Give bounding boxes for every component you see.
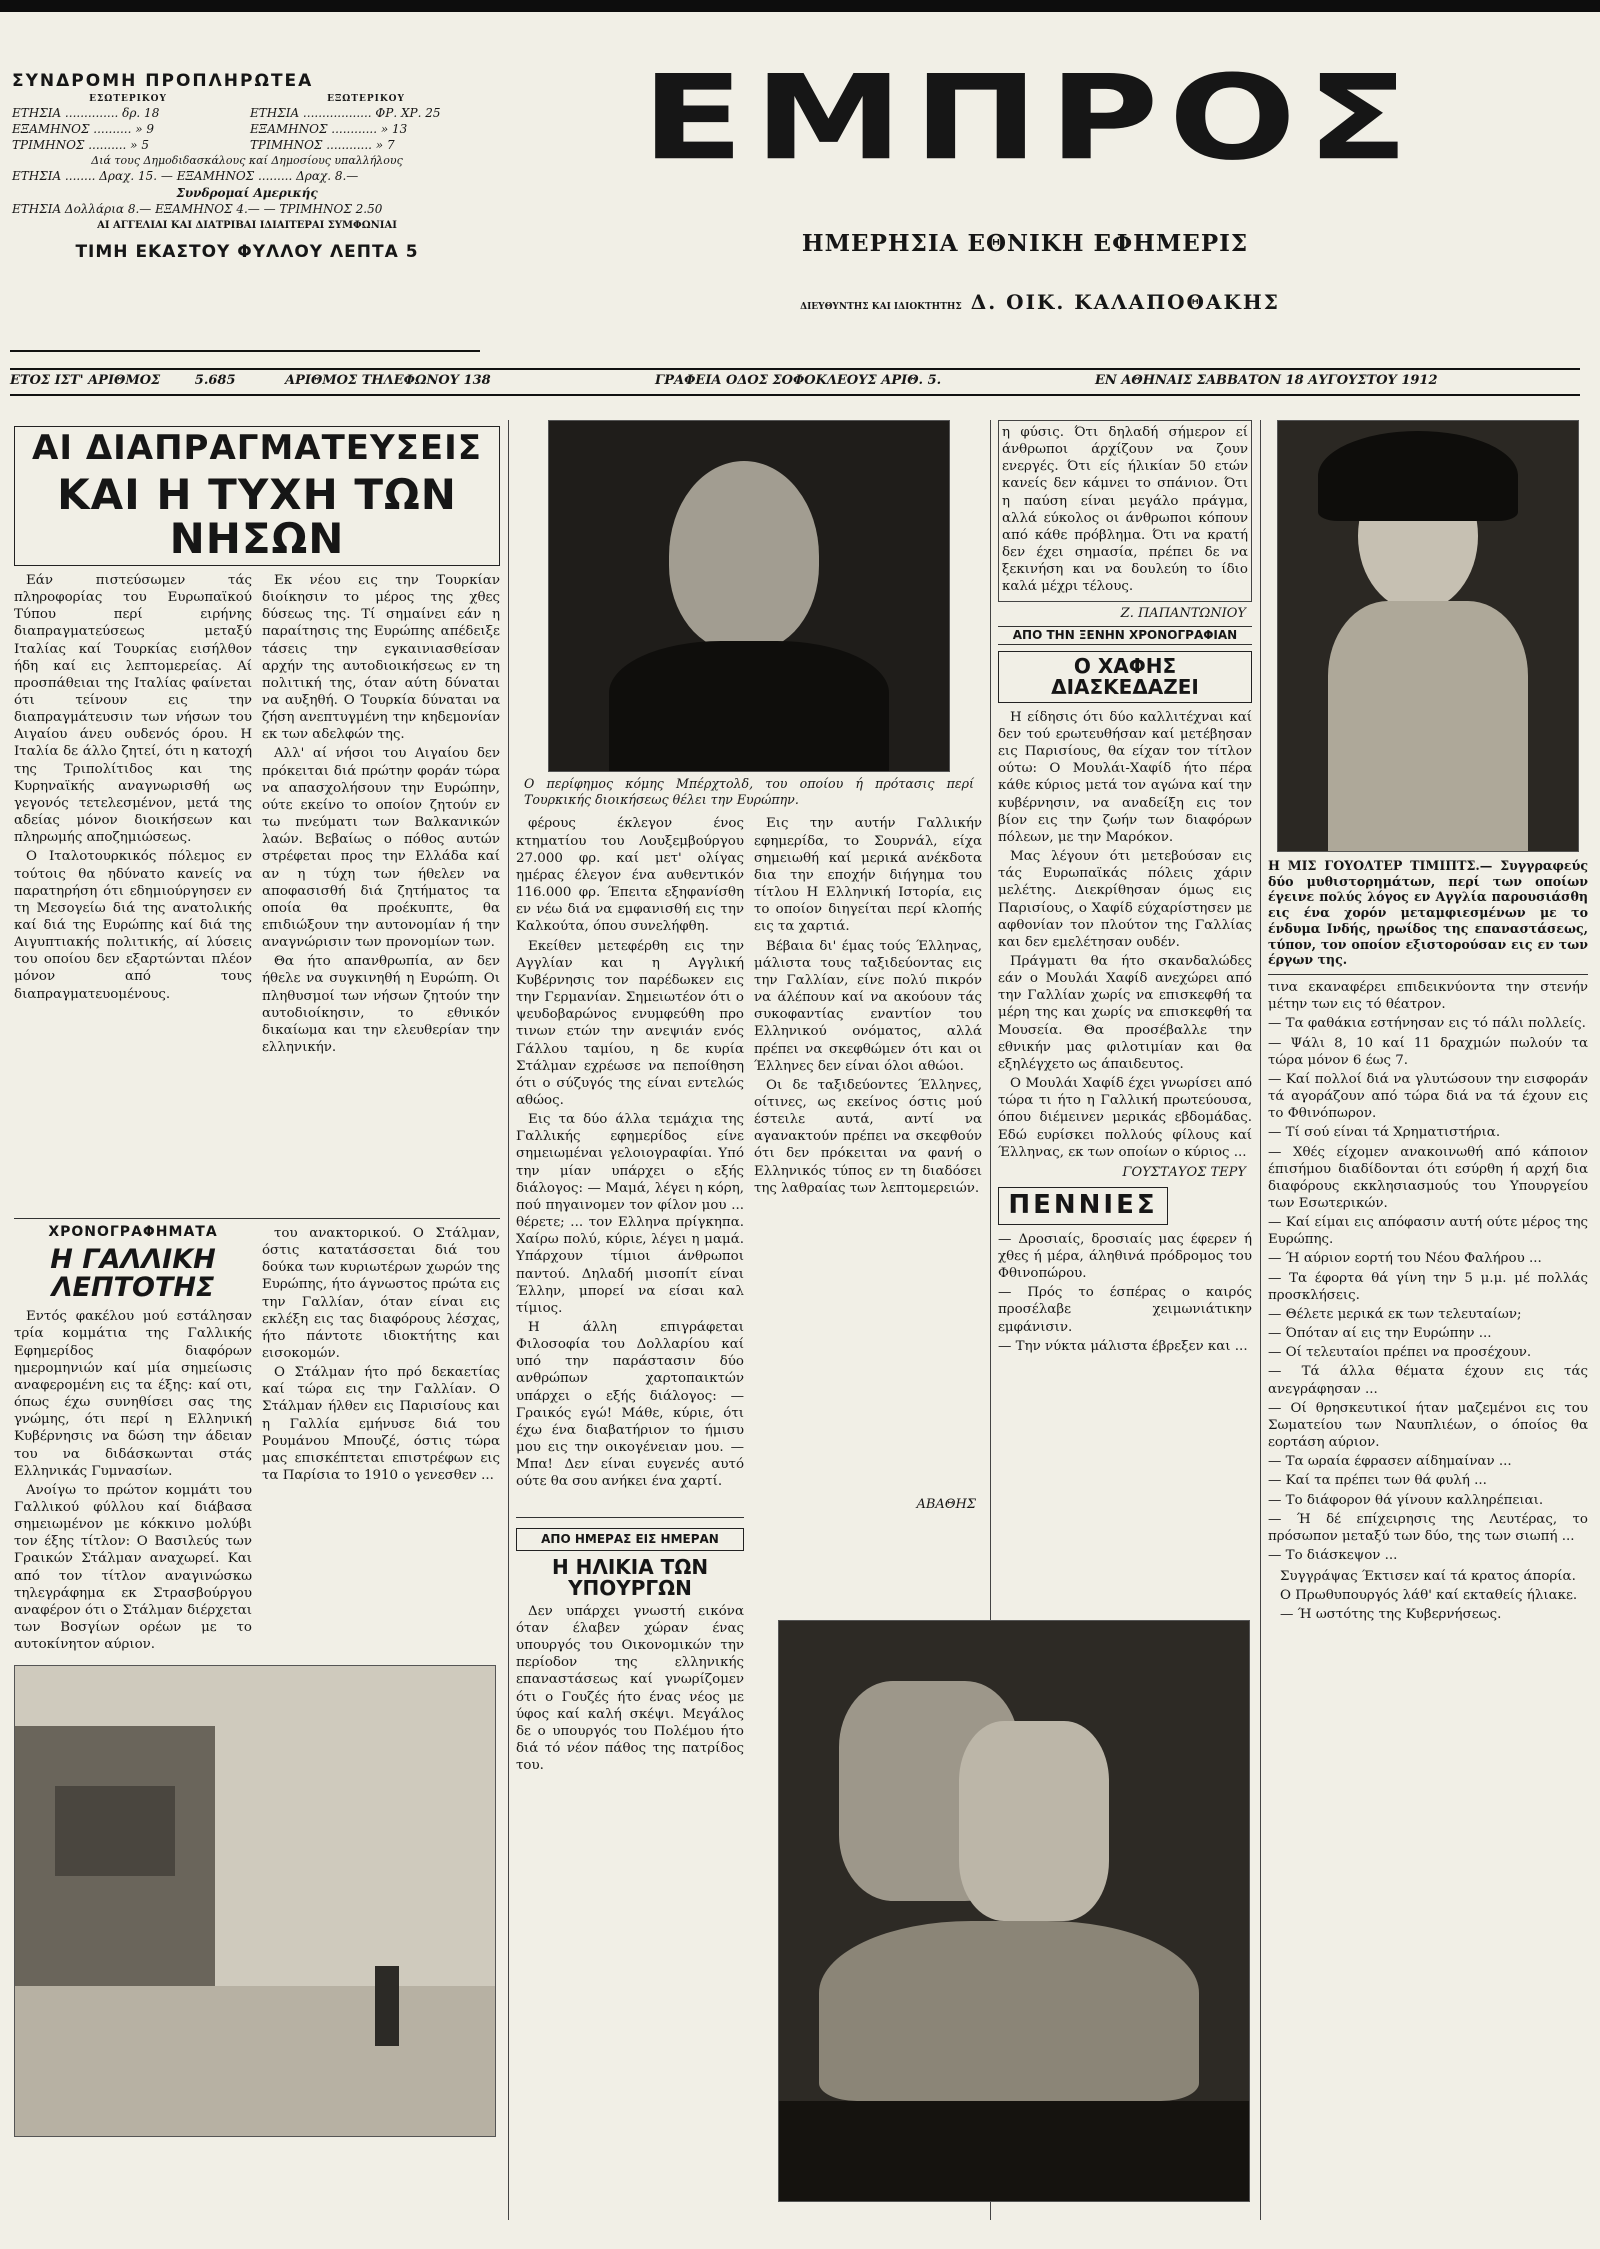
chronicle-headline: Η ΓΑΛΛΙΚΗ ΛΕΠΤΟΤΗΣ bbox=[50, 1243, 216, 1303]
phone-number: ΑΡΙΘΜΟΣ ΤΗΛΕΦΩΝΟΥ 138 bbox=[285, 373, 491, 388]
far-right-item: — Τά άλλα θέματα έχουν εις τάς ανεγράφησαν ... bbox=[1268, 1364, 1588, 1397]
subscription-rule bbox=[10, 350, 480, 352]
subscription-heading: ΣΥΝΔΡΟΜΗ ΠΡΟΠΛΗΡΩΤΕΑ bbox=[12, 71, 314, 91]
foreign-price: ΤΡΙΜΗΝΟΣ ............ » 7 bbox=[250, 138, 395, 153]
pennies-headline: ΠΕΝΝΙΕΣ bbox=[1008, 1190, 1158, 1221]
year-number bbox=[10, 373, 236, 388]
pennies-item: — Πρός το έσπέρας ο καιρός προσέλαβε χειμωνιάτικην εμφάνισιν. bbox=[998, 1285, 1252, 1335]
chronicle-paragraph: του ανακτορικού. Ο Στάλμαν, όστις κατατάσσεται διά του δούκα των κυριωτέρων χωρών της Ευρώπης, ήτο άγνωστος πρώτα εις την Γαλλίαν, όταν είναι εις εκλέξη εις τας διαφόρους λέσχας, ήτο πάντοτε ιδιοκτήτης και εισοκομών. bbox=[262, 1225, 500, 1361]
scene-floor bbox=[779, 2101, 1249, 2201]
subscription-lines bbox=[12, 105, 482, 154]
domestic-price: ΕΤΗΣΙΑ .............. δρ. 18 bbox=[12, 106, 160, 121]
middle-paragraph: φέρους έκλεγον ένος κτηματίου του Λουξεμβούργου 27.000 φρ. καί μετ' ολίγας ημέρας έλεγον ένα αυθεντικόν 116.000 φρ. Έπειτα εξηφανίσθη εν νέω διά να εμφανισθή εις την Καλκούτα, όπου συνελήφθη. bbox=[516, 816, 744, 935]
lead-paragraph: Ο Ιταλοτουρκικός πόλεμος εν τούτοις θα ηδύνατο κανείς να παρατηρήση ότι εδημιούργησεν εν τη Μεσογείω διά της ανατολικής καί διά της Ευρώπης καί διά της Αιγυπτιακής πολιτικής, αί λύσεις του οποίου δεν εξαρτώνται πλέον μόνον από τους διαπραγματευομένους. bbox=[14, 849, 252, 1002]
portrait-caption: Ο περίφημος κόμης Μπέρχτολδ, του οποίου ή πρότασις περί Τουρκικής διοικήσεως θέλει την Ευρώπην. bbox=[524, 776, 974, 807]
office-address: ΓΡΑΦΕΙΑ ΟΔΟΣ ΣΟΦΟΚΛΕΟΥΣ ΑΡΙΘ. 5. bbox=[655, 373, 942, 388]
dateline bbox=[10, 368, 1580, 396]
america-heading: Συνδρομαί Αμερικής bbox=[176, 185, 318, 200]
subscription-line bbox=[12, 137, 482, 153]
daily-section bbox=[516, 1517, 744, 1774]
chronicle-section bbox=[14, 1218, 500, 2138]
daily-headline: Η ΗΛΙΚΙΑ ΤΩΝ ΥΠΟΥΡΓΩΝ bbox=[551, 1554, 709, 1600]
daily-label-box bbox=[516, 1528, 744, 1551]
lead-column bbox=[14, 420, 500, 2220]
right-top-box bbox=[998, 420, 1252, 602]
far-right-item: — Θέλετε μερικά εκ των τελευταίων; bbox=[1268, 1306, 1522, 1322]
pennies-headline-box bbox=[998, 1187, 1168, 1224]
subscription-line bbox=[12, 121, 482, 137]
america-line: ΕΤΗΣΙΑ Δολλάρια 8.— ΕΞΑΜΗΝΟΣ 4.— — ΤΡΙΜΗΝΟΣ 2.50 bbox=[12, 201, 383, 216]
middle-article bbox=[516, 815, 982, 1492]
chronicle-paragraph: Ο Στάλμαν ήτο πρό δεκαετίας καί τώρα εις την Γαλλίαν. Ο Στάλμαν ήλθεν εις Παρισίους και η Γαλλία εμήνυσε διά του Ρουμάνου Μπουζέ, όστις τώρα μας επισκέπτεται επιστρέφων εις τα Παρίσια το 1910 ο γενεσθεν ... bbox=[262, 1365, 500, 1484]
middle-article-left bbox=[516, 815, 744, 1492]
chronicle-label: ΧΡΟΝΟΓΡΑΦΗΜΑΤΑ bbox=[48, 1223, 218, 1240]
domestic-label: ΕΣΩΤΕΡΙΚΟΥ bbox=[89, 93, 167, 104]
foreign-label: ΕΞΩΤΕΡΙΚΟΥ bbox=[327, 93, 405, 104]
column-rule bbox=[508, 420, 509, 2220]
far-right-paragraph: — Ή ωστότης της Κυβερνήσεως. bbox=[1280, 1607, 1502, 1623]
foreign-headline-box bbox=[998, 651, 1252, 703]
foreign-label: ΑΠΟ ΤΗΝ ΞΕΝΗΝ ΧΡΟΝΟΓΡΑΦΙΑΝ bbox=[998, 626, 1252, 645]
middle-paragraph: Εις την αυτήν Γαλλικήν εφημερίδα, το Σουρνάλ, είχα σημειωθή καί μερικά ανέκδοτα δια την εποχήν διήγημα του τίτλου Η Ελληνική Ιστορία, εις το οποίον διηγείται περί κλοπής εις τα χαρτιά. bbox=[754, 816, 982, 935]
middle-article-right bbox=[754, 815, 982, 1492]
pennies-item: — Δροσιαίς, δροσιαίς μας έφερεν ή χθες ή μέρα, άληθινά πρόδρομος του Φθινοπώρου. bbox=[998, 1231, 1252, 1282]
portrait-face bbox=[669, 461, 819, 651]
subscription-line bbox=[12, 105, 482, 121]
far-right-item: — Οί θρησκευτικοί ήταν μαζεμένοι εις του Σωματείου των Ναυπλιέων, ο όποίος θα εορτάση αύριον. bbox=[1268, 1400, 1588, 1451]
issue-date: ΕΝ ΑΘΗΝΑΙΣ ΣΑΒΒΑΤΟΝ 18 ΑΥΓΟΥΣΤΟΥ 1912 bbox=[1095, 373, 1438, 388]
portrait-shoulders bbox=[609, 641, 889, 771]
year-label: ΕΤΟΣ ΙΣΤ' ΑΡΙΘΜΟΣ bbox=[10, 373, 161, 388]
masthead-subtitle: ΗΜΕΡΗΣΙΑ ΕΘΝΙΚΗ ΕΦΗΜΕΡΙΣ bbox=[801, 230, 1249, 257]
daily-paragraph: Δεν υπάρχει γνωστή εικόνα όταν έλαβεν χώραν ένας υπουργός του Οικονομικών την περίοδον της ελληνικής επαναστάσεως καί γνωρίζομεν ότι ο Γουζές ήτο ένας νέος με ύφος καί καλή σκέψι. Μεγάλος δε ο υπουργός του Πολέμου ήτο διά τό νέον πάθος της πατρίδος του. bbox=[516, 1603, 744, 1774]
far-right-item: — Ψάλι 8, 10 καί 11 δραχμών πωλούν τα τώρα μόνον 6 έως 7. bbox=[1268, 1035, 1588, 1068]
top-border bbox=[0, 0, 1600, 12]
domestic-price: ΤΡΙΜΗΝΟΣ .......... » 5 bbox=[12, 138, 149, 153]
column-rule bbox=[1260, 420, 1261, 2220]
far-right-list bbox=[1268, 1015, 1588, 1564]
far-right-item: — Ή αύριον εορτή του Νέου Φαλήρου ... bbox=[1268, 1251, 1542, 1267]
issue-number: 5.685 bbox=[194, 373, 236, 388]
lead-paragraph: Εάν πιστεύσωμεν τάς πληροφορίας του Ευρωπαϊκού Τύπου περί ειρήνης διαπραγματεύσεως μεταξύ Ιταλίας καί Τουρκίας εισήλθον ήδη καί εις λεπτομερείας. Αί προσπάθειαι της Ιταλίας φαίνεται ότι τείνουν εις την διαπραγμάτευσιν των νήσων του Αιγαίου άνευ ουδενός όρου. Η Ιταλία δε άλλο ζητεί, ότι η κατοχή της Τριπολίτιδος και της Κυρηναϊκής αναγνωρισθή ως γεγονός τετελεσμένον, μετά της αδείας μόνον διοικήσεων και πληρωμής αποζημιώσεως. bbox=[14, 572, 252, 846]
photo-ground bbox=[15, 1986, 495, 2136]
masthead-owner bbox=[690, 290, 1390, 314]
lead-paragraph: Θα ήτο απανθρωπία, αν δεν ήθελε να συγκινηθή η Ευρώπη. Οι πληθυσμοί των νήσων ζητούν την αυτοδιοίκησιν, το εθνικόν δικαίωμα και την ελευθερίαν την ελληνικήν. bbox=[262, 954, 500, 1056]
far-right-item: — Τα φαθάκια εστήνησαν εις τό πάλι πολλείς. bbox=[1268, 1016, 1586, 1032]
far-right-item: — Ή δέ επίχειρησις της Λευτέρας, το πρόσωπον μεταξύ των δύο, της των σιωπή ... bbox=[1268, 1511, 1588, 1544]
scene-couch bbox=[819, 1921, 1199, 2101]
lady-headdress bbox=[1318, 431, 1518, 521]
middle-paragraph: Οι δε ταξιδεύοντες Έλληνες, οίτινες, ως εκείνος όστις μού έστειλε αυτά, αντί να αγανακτούν πρέπει να σκεφθούν ότι δεν πρόκειται να φανή ο Ελληνικός τύπος εν τη διαδόσει της λαθραίας των λεπτομερειών. bbox=[754, 1077, 982, 1196]
scene-figure-2 bbox=[959, 1721, 1109, 1921]
lead-body-left bbox=[14, 572, 252, 1212]
right-top-signature: Ζ. ΠΑΠΑΝΤΩΝΙΟΥ bbox=[1120, 605, 1246, 621]
teachers-line: ΕΤΗΣΙΑ ........ Δραχ. 15. — ΕΞΑΜΗΝΟΣ ......... Δραχ. 8.— bbox=[12, 169, 359, 184]
lead-paragraph: Εκ νέου εις την Τουρκίαν διοίκησιν το μέρος της χθες δύσεως της. Τί σημαίνει εάν η παραίτησις της Ευρώπης απέδειξε τάσεις την εγκαινιασθείσαν αρχήν της αυτοδιοικήσεως εν τη πολιτική της, όταν αύτη δύναται να αυξηθή. Ο Τουρκία δύναται να ζήση ανεπτυγμένη την κηδεμονίαν εκ των αδελφών της. bbox=[262, 572, 500, 743]
owner-prefix: ΔΙΕΥΘΥΝΤΗΣ ΚΑΙ ΙΔΙΟΚΤΗΤΗΣ bbox=[800, 302, 962, 312]
masthead-title: ΕΜΠΡΟΣ bbox=[641, 50, 1419, 187]
foreign-paragraph: Η είδησις ότι δύο καλλιτέχναι καί δεν τού ερωτευθήσαν καί μετέβησαν εις Παρισίους, θα είχαν τον τίτλον ούτω: Ο Μουλάι-Χαφίδ ήτο πέρα κάθε κύριος μετά τον αγώνα καί την κυβέρνησιν, να αναδείξη εις τον βίον εις την ζωήν των διαφόρων πόλεων, με την Μαρόκον. bbox=[998, 709, 1252, 845]
chronicle-paragraph: Ανοίγω το πρώτον κομμάτι του Γαλλικού φύλλου καί διάβασα σημειωμένον με κόκκινο μολύβι τον έξης τίτλον: Ο Βασιλεύς των Γραικών Στάλμαν αναχωρεί. Και από τον τίτλον αναγινώσκω τηλεγράφημα εκ Στρασβούργου αναφέρον ότι ο Στάλμαν διέρχεται των Βοσγίων ορέων με το αυτοκίνητον αύριον. bbox=[14, 1482, 252, 1653]
domestic-price: ΕΞΑΜΗΝΟΣ .......... » 9 bbox=[12, 122, 155, 137]
lead-headline-1: ΑΙ ΔΙΑΠΡΑΓΜΑΤΕΥΣΕΙΣ bbox=[32, 428, 482, 468]
pennies-list bbox=[998, 1231, 1252, 1355]
lead-paragraph: Αλλ' αί νήσοι του Αιγαίου δεν πρόκειται διά πρώτην φοράν τώρα να απασχολήσουν την Ευρώπην, ούτε εκείνο το οποίον ζητούν εν τω πνεύματι των Βαλκανικών λαών. Βεβαίως ο πόθος αυτών στρέφεται προς την Ελλάδα καί αν η τύχη των ήθελεν να αποφασισθή διά ζητήματος τα οποία θα προέκυπτε, θα επιδιώξουν την αυτονομίαν ή την αναγνώρισιν των προνομίων των. bbox=[262, 746, 500, 951]
lead-headline-2: ΚΑΙ Η ΤΥΧΗ ΤΩΝ ΝΗΣΩΝ bbox=[57, 469, 457, 563]
foreign-paragraph: Ο Μουλάι Χαφίδ έχει γνωρίσει από τώρα τι ήτο η Γαλλική πρωτεύουσα, όπου διέμεινεν μερικάς εβδομάδας. Εδώ ευρίσκει πολλούς φίλους καί Έλληνας, εκ των οποίων ο κύριος ... bbox=[998, 1076, 1252, 1160]
lead-body bbox=[14, 572, 500, 1212]
foreign-price: ΕΞΑΜΗΝΟΣ ............ » 13 bbox=[250, 122, 408, 137]
foreign-paragraph: Μας λέγουν ότι μετεβούσαν εις τάς Ευρωπαϊκάς πόλεις χάριν μελέτης. Διεκρίθησαν όμως εις Παρισίους, ο Χαφίδ εύχαρίστησεν με αφθονίαν τον πλούτον της Γαλλίας και δεν εμελέτησαν ουδέν. bbox=[998, 849, 1252, 950]
issue-price: ΤΙΜΗ ΕΚΑΣΤΟΥ ΦΥΛΛΟΥ ΛΕΠΤΑ 5 bbox=[75, 241, 419, 262]
middle-paragraph: Η άλλη επιγράφεται Φιλοσοφία του Δολλαρίου καί υπό την παράστασιν δύο ανθρώπων χαρτοπαικτών υπάρχει ο εξής διάλογος: — Γραικός εγώ! Μάθε, κύριε, ότι έχω ένα διαβατήριον το ήμισυ μου εις την οικογένειαν μου. — Μπα! Δεν είναι ευγενές αυτό ούτε θα σου ανήκει ένα χαρτί. bbox=[516, 1320, 744, 1490]
ads-notice: ΑΙ ΑΓΓΕΛΙΑΙ ΚΑΙ ΔΙΑΤΡΙΒΑΙ ΙΔΙΑΙΤΕΡΑΙ ΣΥΜΦΩΝΙΑΙ bbox=[97, 220, 397, 232]
lead-body-right bbox=[262, 572, 500, 1212]
daily-label: ΑΠΟ ΗΜΕΡΑΣ ΕΙΣ ΗΜΕΡΑΝ bbox=[541, 1532, 719, 1547]
far-right-item: — Καί τα πρέπει των θά φυλή ... bbox=[1268, 1473, 1487, 1489]
foreign-headline: Ο ΧΑΦΗΣ ΔΙΑΣΚΕΔΑΖΕΙ bbox=[1051, 653, 1199, 699]
foreign-price: ΕΤΗΣΙΑ .................. ΦΡ. ΧΡ. 25 bbox=[250, 106, 441, 121]
middle-signature: ΑΒΑΘΗΣ bbox=[916, 1496, 976, 1512]
street-photo bbox=[14, 1665, 496, 2137]
fourth-column bbox=[1268, 420, 1588, 2220]
lady-dress bbox=[1328, 601, 1528, 851]
right-top-paragraph: η φύσις. Ότι δηλαδή σήμερον εί άνθρωποι άρχίζουν να ζουν ενεργές. Ότι είς ήλικίαν 50 ετών κανείς δεν κάμνει το σπάνιον. Ότι η παύση είναι μεγάλο πράγμα, αλλά εύκολος οι άνθρωποι κόπουν από κάθε πρόβλημα. Ότι να κρατή δεν έχει σημασία, πρέπει δε να ξεκινήση και να δουλεύη το ίδιο καλά μέχρι τέλους. bbox=[1002, 425, 1248, 595]
scene-photo bbox=[778, 1620, 1250, 2202]
far-right-intro: τινα εκαναφέρει επιδεικνύοντα την στενήν μέτην των εις τό θέατρον. bbox=[1268, 980, 1588, 1013]
pennies-item: — Την νύκτα μάλιστα έβρεξεν και ... bbox=[998, 1338, 1248, 1354]
far-right-paragraph: Συγγράψας Έκτισεν καί τά κρατος άπορία. bbox=[1280, 1569, 1576, 1585]
middle-paragraph: Βέβαια δι' έμας τούς Έλληνας, μάλιστα τους ταξιδεύοντας εις την Γαλλίαν, είνε πολύ πικρόν να άλέπουν καί να ακούουν τάς συκοφαντίας εναντίον του Ελληνικού ονόματος, αλλά πρέπει να σκεφθώμεν ότι και οι Έλληνες δεν είναι όλοι αθώοι. bbox=[754, 938, 982, 1074]
photo-figure bbox=[375, 1966, 399, 2046]
foreign-signature: ΓΟΥΣΤΑΥΟΣ ΤΕΡΥ bbox=[1122, 1164, 1246, 1180]
foreign-paragraph: Πράγματι θα ήτο σκανδαλώδες εάν ο Μουλάι Χαφίδ ανεχώρει από την Γαλλίαν χωρίς να επισκεφθή τα μέρη της και χωρίς να επισκεφθή τα Μουσεία. Θα προσέβαλλε την εθνικήν μας φιλοτιμίαν και θα εξηλέγχετο ως άπαιδευτος. bbox=[998, 953, 1252, 1072]
far-right-item: — Όπόταν αί εις την Ευρώπην ... bbox=[1268, 1326, 1492, 1342]
chronicle-paragraph: Εντός φακέλου μού εστάλησαν τρία κομμάτια της Γαλλικής Εφημερίδος διαφόρων ημερομηνιών καί μία σημείωσις αναφερομένη εις τα έξης: καί οτι, όπως έχω συνηθίσει σας της γνώμης, ότι περί η Ελληνική Κυβέρνησις να δώση την άδειαν του να διδάσκωνται στάς Ελληνικάς Γυμνασίων. bbox=[14, 1309, 252, 1479]
far-right-item: — Χθές είχομεν ανακοινωθή από κάποιον έπισήμου διαδίδονται ότι εσύρθη ή αρχή δια διαφόρους εκκλησιασμούς του Υπουργείου των Εσωτερικών. bbox=[1268, 1144, 1588, 1212]
far-right-item: — Καί πολλοί διά να γλυτώσουν την εισφοράν τά αγοράζουν από τώρα διά να τά έχουν εις το Φθινόπωρον. bbox=[1268, 1071, 1588, 1122]
lady-photo bbox=[1277, 420, 1579, 852]
middle-paragraph: Εις τα δύο άλλα τεμάχια της Γαλλικής εφημερίδος είνε σημειωμέναι γελοιογραφίαι. Υπό την μίαν υπάρχει ο εξής διάλογος: — Μαμά, λέγει η κόρη, πού πηγαινομεν τον φίλον μου ... θέρετε; ... τον Ελληνα πρίγκηπα. Χαίρω πολύ, κύριε, λέγει η μαμά. Υπάρχουν τίμιοι άνθρωποι παντού. Δηλαδή μισοπίτ είναι Έλλην, μπορεί να είσαι καλ τίμιος. bbox=[516, 1112, 744, 1316]
far-right-item: — Τα ωραία έφρασεν αίδημαίναν ... bbox=[1268, 1454, 1512, 1470]
portrait-photo bbox=[548, 420, 950, 772]
chronicle-left bbox=[14, 1225, 252, 1656]
middle-paragraph: Εκείθεν μετεφέρθη εις την Αγγλίαν και η Αγγλική Κυβέρνησις τον παρέδωκεν εις την Γερμανίαν. Σημειωτέον ότι ο ψευδοβαρώνος ενυμφεύθη προ τινων ετών την ανεψιάν ενός Γάλλου ταμίου, η δε κυρία Στάλμαν εχρέωσε να πεποίθηση ότι ο σύζυγός της είναι εντελώς αθώος. bbox=[516, 938, 744, 1108]
photo-window bbox=[55, 1786, 175, 1876]
far-right-item: — Καί είμαι εις απόφασιν αυτή ούτε μέρος της Ευρώπης. bbox=[1268, 1215, 1588, 1248]
far-right-item: — Τα έφορτα θά γίνη την 5 μ.μ. μέ πολλάς προσκλήσεις. bbox=[1268, 1270, 1588, 1303]
far-right-item: — Το διάσκεψον ... bbox=[1268, 1547, 1398, 1563]
owner-name: Δ. ΟΙΚ. ΚΑΛΑΠΟΘΑΚΗΣ bbox=[970, 290, 1280, 314]
far-right-paragraph: Ο Πρωθυπουργός λάθ' καί εκταθείς ήλιακε. bbox=[1280, 1588, 1578, 1604]
chronicle-right bbox=[262, 1225, 500, 1656]
lady-caption: Η ΜΙΣ ΓΟΥΟΛΤΕΡ ΤΙΜΙΠΤΣ.— Συγγραφεύς δύο μυθιστορημάτων, περί των οποίων έγεινε πολύς λόγος εν Αγγλία παρουσιάσθη εις ένα χορόν μεταμφιεσμένων με το ένδυμα Ινδής, ηρωίδος της επαναστάσεως, τύπον, τον οποίον εξιστορούσαν εις εν των έργων της. bbox=[1268, 858, 1588, 968]
teachers-note: Διά τους Δημοδιδασκάλους καί Δημοσίους υπαλλήλους bbox=[91, 153, 403, 167]
subscription-box bbox=[12, 70, 482, 263]
far-right-item: — Τί σού είναι τά Χρηματιστήρια. bbox=[1268, 1125, 1501, 1141]
far-right-item: — Οί τελευταίοι πρέπει να προσέχουν. bbox=[1268, 1345, 1532, 1361]
lead-headline-box bbox=[14, 426, 500, 566]
far-right-item: — Το διάφορον θά γίνουν καλληρέπειαι. bbox=[1268, 1492, 1544, 1508]
